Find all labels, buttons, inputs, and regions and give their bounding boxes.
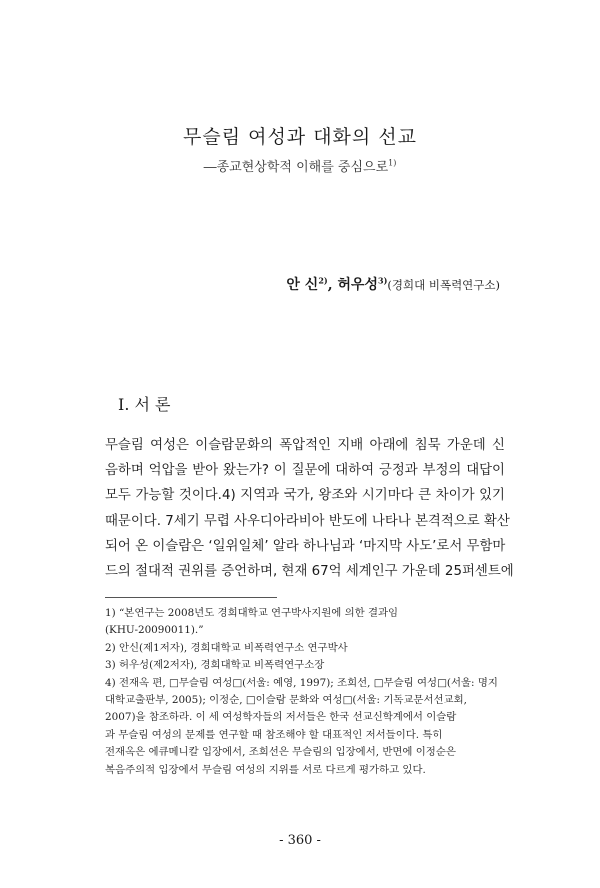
footnote-line: 전재옥은 에큐메니칼 입장에서, 조희선은 무슬림의 입장에서, 반면에 이정순은 — [105, 746, 456, 759]
footnote-line: 2007)을 참조하라. 이 세 여성학자들의 저서들은 한국 선교신학계에서 이슬람 — [105, 711, 457, 724]
footnote-line: 2) 안신(제1저자), 경희대학교 비폭력연구소 연구박사 — [105, 641, 348, 654]
author-2-name: 허우성 — [337, 277, 379, 293]
footnote-line: 대학교출판부, 2005); 이정순, □이슬람 문화와 여성□(서울: 기독교문서선교회, — [105, 693, 467, 706]
body-line: 무슬림 여성은 이슬람문화의 폭압적인 지배 아래에 침묵 가운데 신 — [105, 438, 505, 453]
body-line: 때문이다. 7세기 무렵 사우디아라비아 반도에 나타나 본격적으로 확산 — [105, 513, 510, 529]
author-separator: , — [327, 277, 338, 293]
footnote-ref-3: 3) — [378, 275, 388, 286]
author-1-name: 안 신 — [286, 277, 319, 293]
footnote-line: 4) 전재옥 편, □무슬림 여성□(서울: 예영, 1997); 조희선, □무슬림 여성□(서울: 명지 — [105, 676, 498, 689]
footnote-line: (KHU-20090011).” — [105, 624, 204, 637]
footnote-line: 복음주의적 입장에서 무슬림 여성의 지위를 서로 다르게 평가하고 있다. — [105, 763, 426, 776]
body-line: 되어 온 이슬람은 ‘일위일체’ 알라 하나님과 ‘마지막 사도’로서 무함마 — [105, 538, 506, 554]
page-number: - 360 - — [279, 833, 321, 848]
body-text — [105, 433, 514, 584]
body-line: 드의 절대적 권위를 증언하며, 현재 67억 세계인구 가운데 25퍼센트에 — [105, 563, 514, 579]
body-line: 모두 가능할 것이다.4) 지역과 국가, 왕조와 시기마다 큰 차이가 있기 — [105, 488, 505, 504]
section-heading: I. 서 론 — [118, 395, 171, 414]
body-line: 음하며 억압을 받아 왔는가? 이 질문에 대하여 긍정과 부정의 대답이 — [105, 463, 505, 479]
footnote-ref-2: 2) — [318, 275, 328, 286]
author-line — [286, 274, 500, 294]
footnote-ref-1: 1) — [388, 158, 397, 168]
footnotes — [105, 605, 507, 779]
footnote-line: 1) “본연구는 2008년도 경희대학교 연구박사지원에 의한 결과임 — [105, 607, 399, 619]
footnote-line: 3) 허우성(제2저자), 경희대학교 비폭력연구소장 — [105, 659, 325, 672]
footnote-divider — [105, 597, 277, 598]
paper-subtitle — [0, 156, 600, 175]
footnote-line: 과 무슬림 여성의 문제를 연구할 때 참조해야 할 대표적인 저서들이다. 특히 — [105, 728, 443, 741]
author-affiliation: (경희대 비폭력연구소) — [387, 278, 500, 292]
paper-title: 무슬림 여성과 대화의 선교 — [182, 126, 417, 148]
subtitle-text: ―종교현상학적 이해를 중심으로 — [203, 160, 389, 175]
